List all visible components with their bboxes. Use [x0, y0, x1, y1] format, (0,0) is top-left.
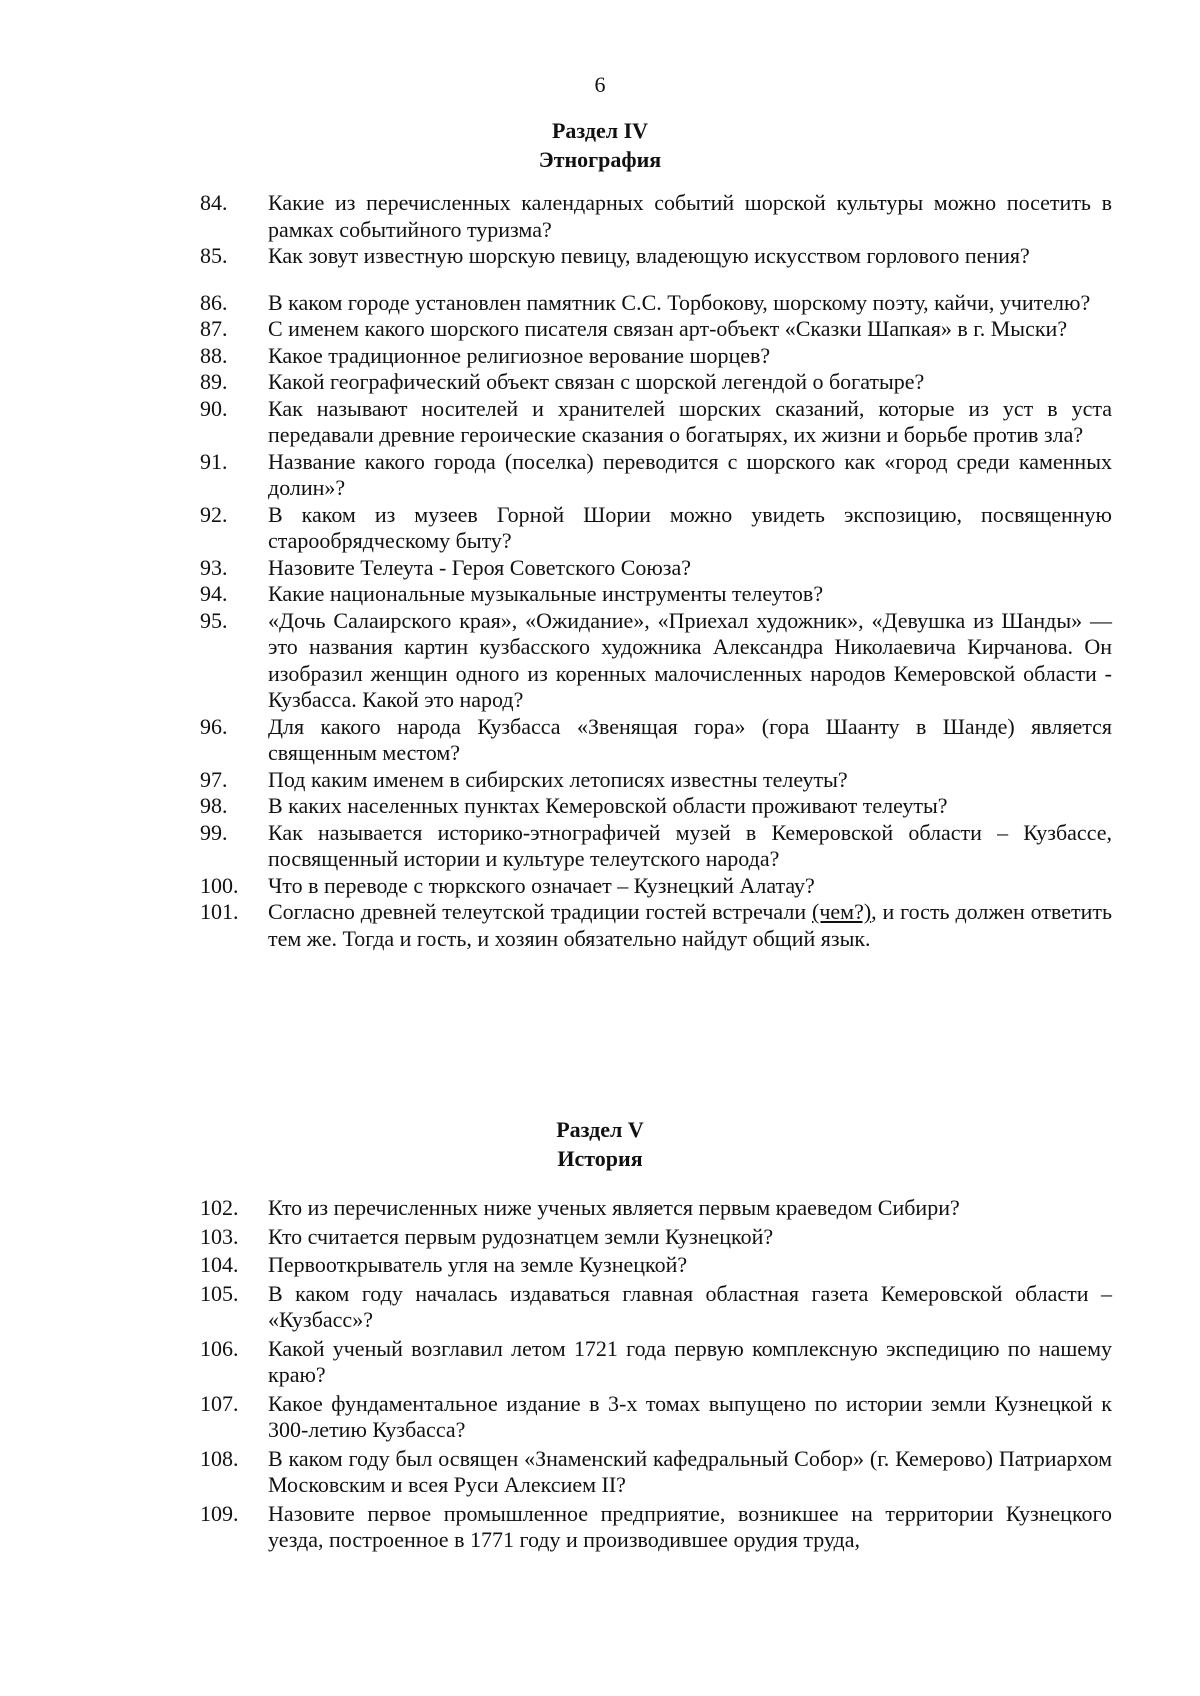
question-107: [200, 1391, 1112, 1444]
question-88: [200, 343, 1112, 370]
question-text: Кто из перечисленных ниже ученых является первым краеведом Сибири?: [268, 1195, 960, 1220]
question-94: [200, 581, 1112, 608]
question-text: Какой географический объект связан с шорской легендой о богатыре?: [268, 369, 925, 394]
question-text: Как зовут известную шорскую певицу, владеющую искусством горлового пения?: [268, 243, 1030, 268]
question-text: Назовите Телеута - Героя Советского Союза?: [268, 554, 692, 580]
question-106: [200, 1336, 1112, 1389]
question-108: [200, 1446, 1112, 1499]
question-number: 95.: [200, 607, 228, 633]
question-93: [200, 555, 1112, 582]
question-102: [200, 1195, 1112, 1222]
question-98: [200, 793, 1112, 820]
question-text: Как называют носителей и хранителей шорских сказаний, которые из уст в уста передавали древние героические сказания о богатырях, их жизни и борьбе против зла?: [268, 395, 1112, 447]
question-text: В каком году был освящен «Знаменский кафедральный Собор» (г. Кемерово) Патриархом Московским и всея Руси Алексием II?: [268, 1445, 1112, 1497]
question-number: 100.: [200, 872, 239, 898]
question-number: 92.: [200, 501, 228, 527]
question-text: Как называется историко-этнографичей музей в Кемеровской области – Кузбассе, посвященный истории и культуре телеутского народа?: [268, 819, 1112, 871]
question-text-underlined: (чем?): [812, 899, 872, 924]
question-text-after: , и гость должен ответить тем же. Тогда и гость, и хозяин обязательно найдут общий язык.: [268, 899, 1113, 951]
question-text: С именем какого шорского писателя связан арт-объект «Сказки Шапкая» в г. Мыски?: [268, 316, 1068, 341]
question-number: 86.: [200, 289, 228, 315]
question-number: 96.: [200, 713, 228, 739]
question-text-before: Согласно древней телеутской традиции гостей встречали: [268, 899, 812, 924]
section-5-heading: [0, 1115, 1200, 1173]
question-number: 98.: [200, 793, 228, 818]
question-100: [200, 873, 1112, 900]
question-number: 99.: [200, 819, 228, 845]
question-number: 105.: [200, 1280, 239, 1306]
question-109: [200, 1501, 1112, 1554]
question-text: Какое фундаментальное издание в 3-х томах выпущено по истории земли Кузнецкой к 300-летию Кузбасса?: [268, 1390, 1112, 1442]
question-number: 93.: [200, 554, 228, 580]
question-84: [200, 190, 1112, 243]
question-text: Что в переводе с тюркского означает – Кузнецкий Алатау?: [268, 872, 815, 898]
section-4-heading: [0, 116, 1200, 174]
question-95: [200, 608, 1112, 714]
question-text: Первооткрыватель угля на земле Кузнецкой?: [268, 1252, 688, 1277]
question-text: В каких населенных пунктах Кемеровской области проживают телеуты?: [268, 793, 948, 818]
question-text: Какой ученый возглавил летом 1721 года первую комплексную экспедицию по нашему краю?: [268, 1335, 1112, 1387]
page-number: 6: [594, 72, 606, 97]
question-text: Назовите первое промышленное предприятие, возникшее на территории Кузнецкого уезда, построенное в 1771 году и производившее орудия труда,: [268, 1500, 1112, 1552]
section-5-question-list: [200, 1195, 1112, 1554]
section-4-question-list: [200, 190, 1112, 952]
question-number: 87.: [200, 316, 228, 341]
question-85: [200, 243, 1112, 270]
question-91: [200, 449, 1112, 502]
question-97: [200, 767, 1112, 794]
question-text: В каком из музеев Горной Шории можно увидеть экспозицию, посвященную старообрядческому быту?: [268, 501, 1112, 553]
question-number: 89.: [200, 369, 228, 394]
question-87: [200, 316, 1112, 343]
question-text: Кто считается первым рудознатцем земли Кузнецкой?: [268, 1223, 774, 1249]
section-4-subtitle: Этнография: [538, 147, 662, 172]
question-text: Какое традиционное религиозное верование шорцев?: [268, 342, 771, 368]
question-text: Какие национальные музыкальные инструменты телеутов?: [268, 581, 824, 606]
question-text: В каком году началась издаваться главная областная газета Кемеровской области – «Кузбасс»?: [268, 1280, 1112, 1332]
question-number: 94.: [200, 581, 228, 606]
question-89: [200, 369, 1112, 396]
question-number: 91.: [200, 448, 228, 474]
question-number: 109.: [200, 1500, 239, 1526]
question-text: Для какого народа Кузбасса «Звенящая гора» (гора Шаанту в Шанде) является священным местом?: [268, 713, 1112, 765]
question-99: [200, 820, 1112, 873]
question-number: 97.: [200, 766, 228, 792]
question-104: [200, 1252, 1112, 1279]
question-86: [200, 290, 1112, 317]
question-number: 85.: [200, 243, 228, 268]
question-text: Название какого города (поселка) переводится с шорского как «город среди каменных долин»?: [268, 448, 1112, 500]
question-number: 90.: [200, 395, 228, 421]
question-92: [200, 502, 1112, 555]
question-text: Какие из перечисленных календарных событий шорской культуры можно посетить в рамках событийного туризма?: [268, 190, 1112, 242]
question-number: 108.: [200, 1445, 239, 1471]
question-text: Под каким именем в сибирских летописях известны телеуты?: [268, 766, 848, 792]
question-number: 103.: [200, 1223, 239, 1249]
question-90: [200, 396, 1112, 449]
section-5-subtitle: История: [557, 1146, 643, 1171]
question-number: 104.: [200, 1252, 239, 1277]
section-5-title: Раздел V: [556, 1117, 644, 1142]
question-text: «Дочь Салаирского края», «Ожидание», «Приехал художник», «Девушка из Шанды» — это названия картин кузбасского художника Александра Николаевича Кирчанова. Он изобразил женщин одного из коренных малочисленных народов Кемеровской области - Кузбасса. Какой это народ?: [268, 607, 1112, 712]
question-103: [200, 1224, 1112, 1251]
question-101: [200, 899, 1112, 952]
question-number: 107.: [200, 1390, 239, 1416]
question-96: [200, 714, 1112, 767]
question-105: [200, 1281, 1112, 1334]
section-4-title: Раздел IV: [551, 118, 649, 143]
question-number: 101.: [200, 899, 239, 924]
question-number: 84.: [200, 190, 228, 215]
question-number: 106.: [200, 1335, 239, 1361]
question-number: 88.: [200, 342, 228, 368]
question-text: В каком городе установлен памятник С.С. Торбокову, шорскому поэту, кайчи, учителю?: [268, 289, 1091, 315]
question-number: 102.: [200, 1195, 239, 1220]
